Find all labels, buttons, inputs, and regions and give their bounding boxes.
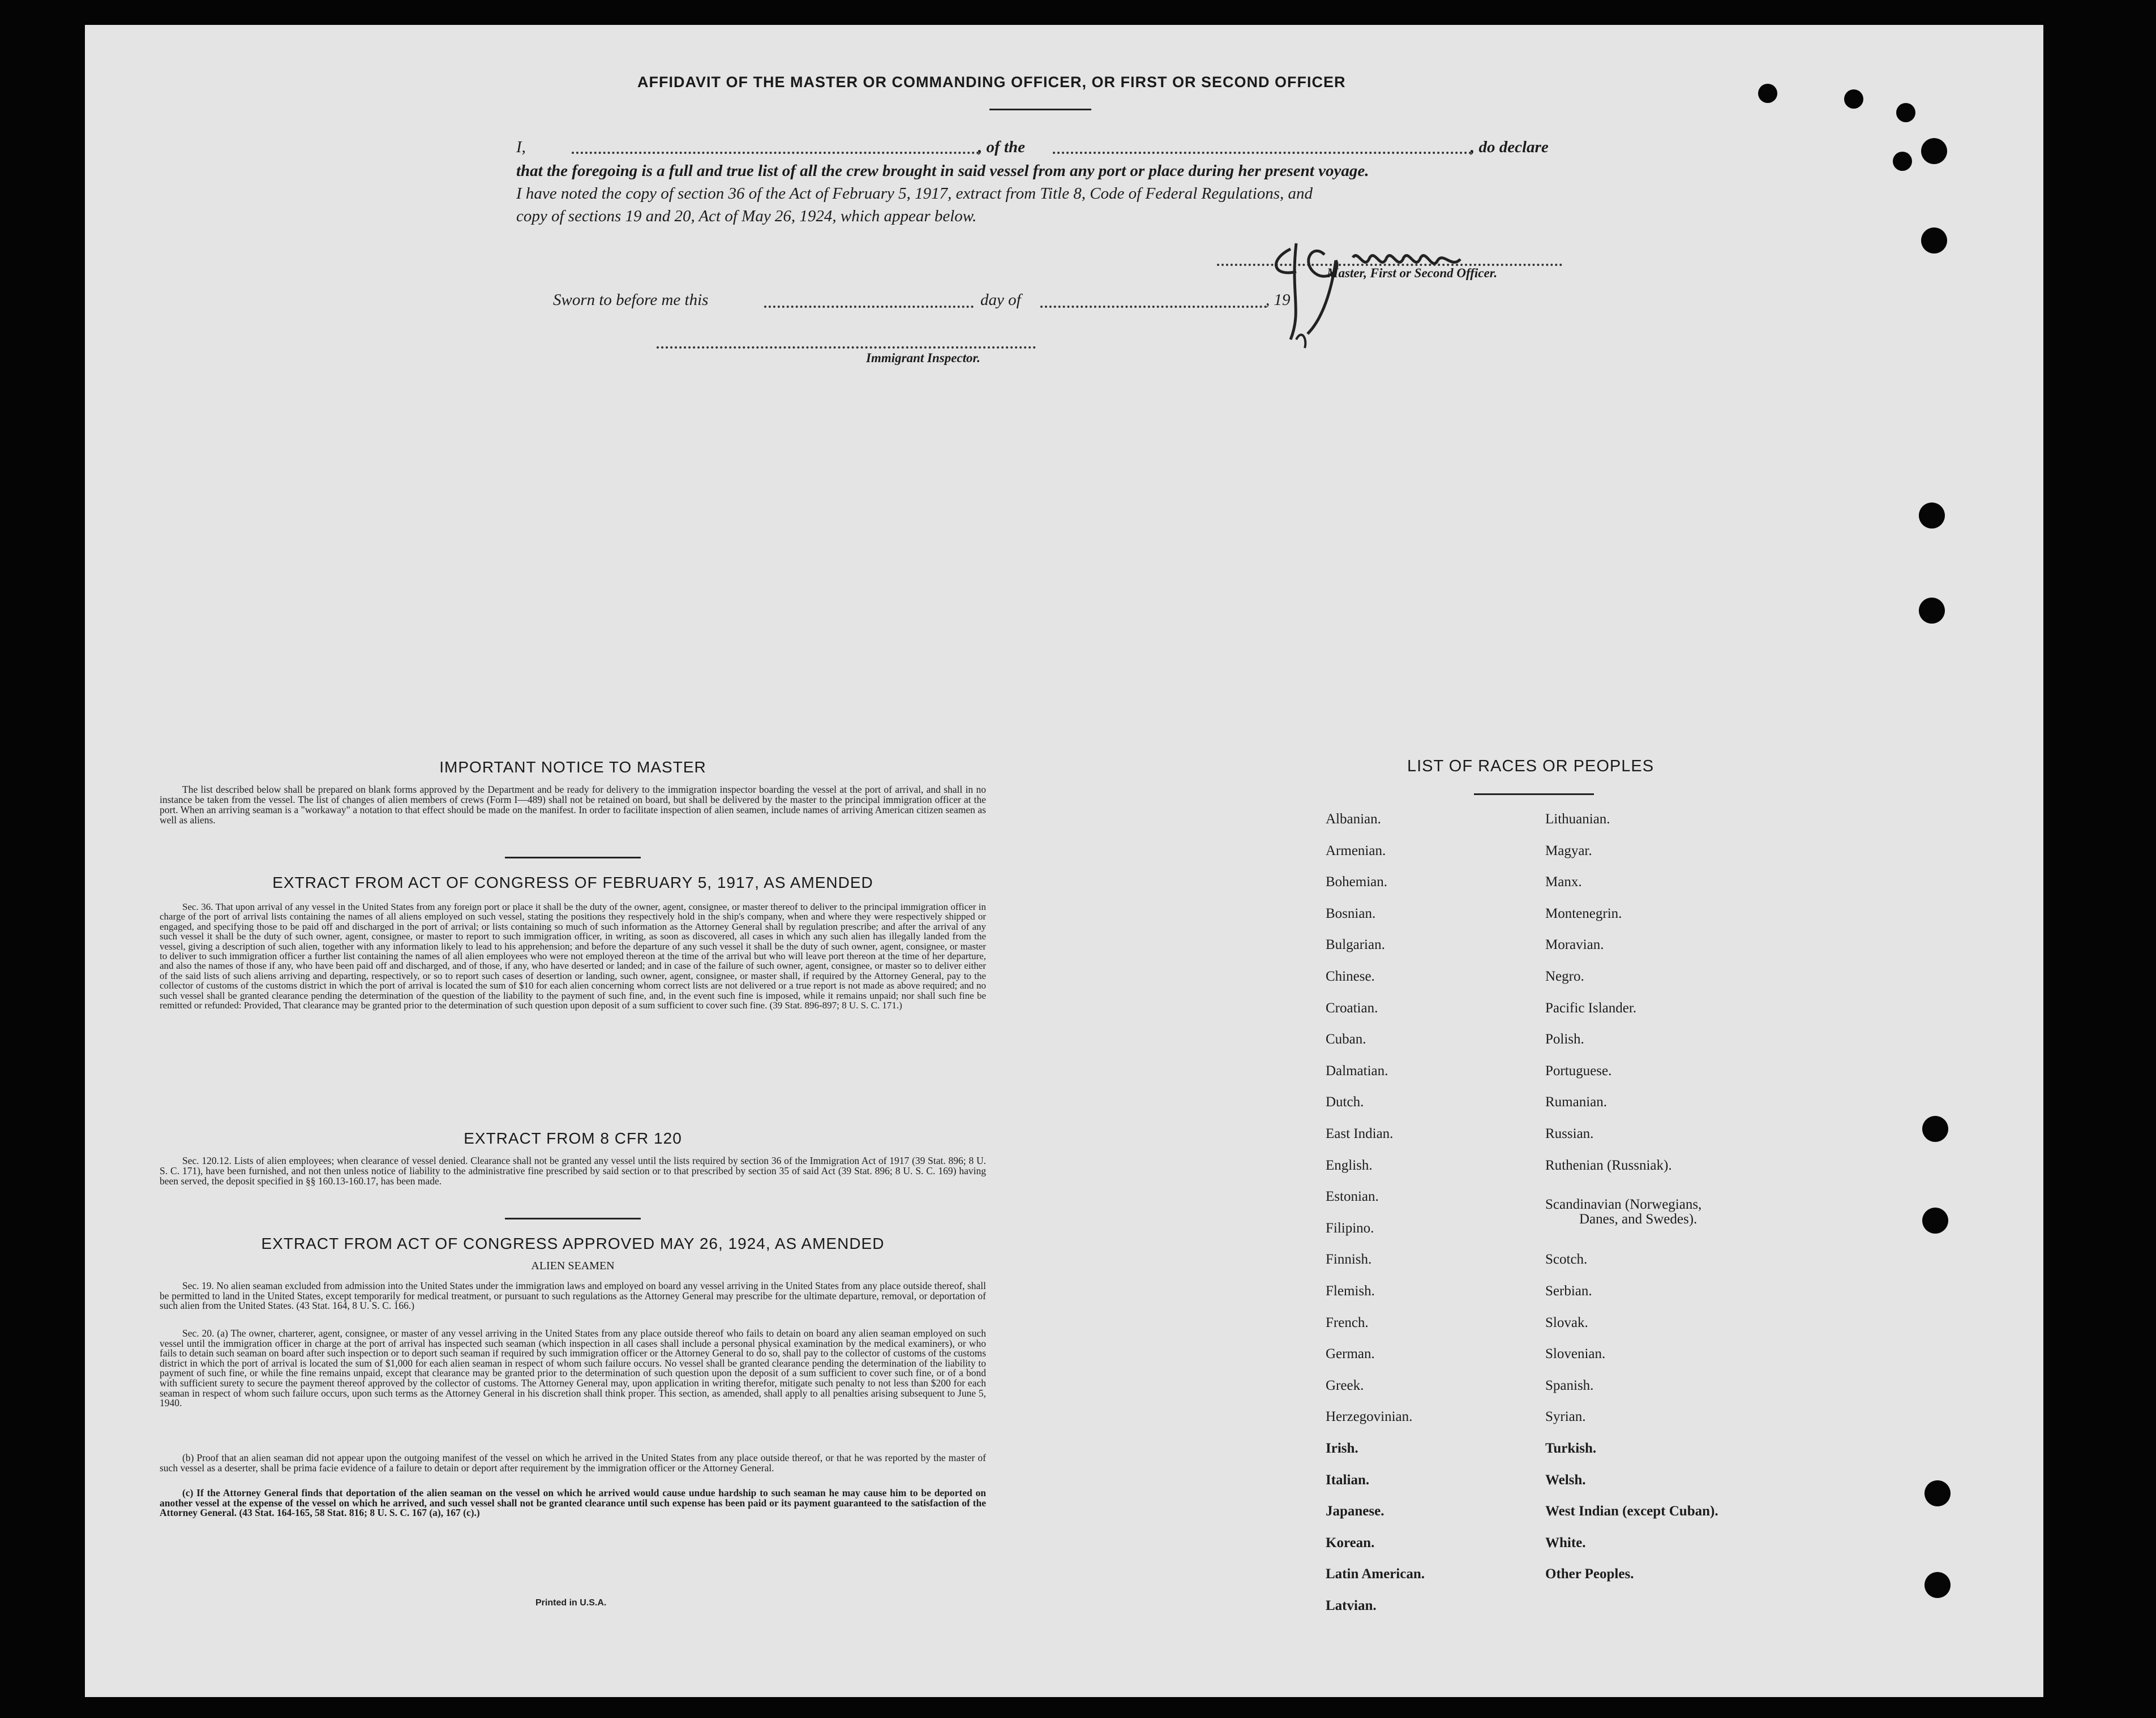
- punch-hole: [1893, 152, 1912, 171]
- race-item: Slovak.: [1545, 1315, 1588, 1330]
- race-item: Armenian.: [1326, 843, 1386, 858]
- race-item: Albanian.: [1326, 811, 1381, 827]
- race-item: Scotch.: [1545, 1252, 1588, 1268]
- name-blank: [572, 152, 979, 154]
- race-item: Latin American.: [1326, 1566, 1425, 1582]
- sworn-day-blank: [764, 306, 974, 308]
- race-item: Portuguese.: [1545, 1063, 1612, 1079]
- race-item: Rumanian.: [1545, 1094, 1608, 1110]
- punch-hole: [1844, 89, 1863, 109]
- extract1917-title: EXTRACT FROM ACT OF CONGRESS OF FEBRUARY 5, 1917, AS AMENDED: [272, 874, 873, 891]
- affidavit-line2: that the foregoing is a full and true list of all the crew brought in said vessel from any port or place during her present voyage.: [516, 162, 1369, 180]
- affidavit-of-the: , of the: [978, 138, 1025, 156]
- race-item: Bohemian.: [1326, 874, 1388, 890]
- race-item: Croatian.: [1326, 1000, 1378, 1016]
- cfr-divider: [505, 1218, 641, 1219]
- race-item: Ruthenian (Russniak).: [1545, 1157, 1672, 1173]
- sworn-day-of: day of: [980, 291, 1021, 309]
- punch-hole: [1922, 1116, 1948, 1142]
- extract1924-sec19: Sec. 19. No alien seaman excluded from admission into the United States under the immigration laws and employed on board any vessel arriving in the United States from any place outside thereof, shall be permitted to land in the United States, except temporarily for medical treatment, or pursuant to such regulations as the Attorney General may prescribe for the ultimate departure, removal, or deportation of such alien from the United States. (43 Stat. 164, 8 U. S. C. 166.): [160, 1280, 986, 1312]
- extract1924-sec20a: Sec. 20. (a) The owner, charterer, agent, consignee, or master of any vessel arriving in the United States from any place outside thereof who fails to detain on board any alien seaman employed on such vessel until the immigration officer in charge at the port of arrival has inspected such seaman (which inspection in all cases shall include a personal physical examination by the medical examiners), or who fails to detain such seaman on board after such inspection or to deport such seaman if required by such immigration officer or the Attorney General to do so, shall pay to the collector of customs of the customs district in which the port of arrival is located the sum of $1,000 for each alien seaman in respect of whom such failure occurs. No vessel shall be granted clearance pending the determination of the liability to payment of such fine, or while the fine remains unpaid, except that clearance may be granted prior to the determination of such question upon the deposit of a sum sufficient to cover such fine, or of a bond with sufficient surety to secure the payment thereof approved by the collector of customs. The Attorney General may, upon application in writing therefor, mitigate such penalty to not less than $200 for each seaman in respect of whom such failure occurs, upon such terms as the Attorney General in his discretion shall think proper. This section, as amended, shall apply to all penalties arising subsequent to June 5, 1940.: [160, 1328, 986, 1409]
- race-item: Irish.: [1326, 1441, 1358, 1456]
- race-item: Negro.: [1545, 969, 1584, 984]
- punch-hole: [1919, 502, 1945, 529]
- extractCFR-body: Sec. 120.12. Lists of alien employees; when clearance of vessel denied. Clearance shall not be granted any vessel until the lists required by section 36 of the Immigration Act of 1917 (39 Stat. 896; 8 U. S. C. 171), have been furnished, and not then unless notice of liability to the administrative fine prescribed by said section or to that prescribed by section 35 of said Act (39 Stat. 896; 8 U. S. C. 169) having been served, the deposit specified in §§ 160.13-160.17, has been made.: [160, 1155, 986, 1187]
- extractCFR-title: EXTRACT FROM 8 CFR 120: [464, 1129, 682, 1147]
- race-item: Bulgarian.: [1326, 937, 1385, 953]
- extract1917-body: Sec. 36. That upon arrival of any vessel in the United States from any foreign port or place it shall be the duty of the owner, agent, consignee, or master thereof to deliver to the principal immigration officer in charge of the port of arrival lists containing the names of all aliens employed on such vessel, stating the positions they respectively hold in the ship's company, when and where they were respectively shipped or engaged, and specifying those to be paid off and discharged in the port of arrival; or lists containing so much of such information as the Attorney General shall by regulation prescribe; and after the arrival of any such vessel it shall be the duty of such owner, agent, consignee, or master to report to such immigration officer, in writing, as soon as discovered, all cases in which any such alien has illegally landed from the vessel, giving a description of such alien, together with any information likely to lead to his apprehension; and before the departure of any such vessel it shall be the duty of such owner, agent, consignee, or master to deliver to such immigration officer a further list containing the names of all alien employees who were not employed thereon at the time of the arrival but who will leave port thereon at the time of her departure, and also the names of those if any, who have been paid off and discharged, and of those, if any, who have deserted or landed; and in case of the failure of such owner, agent, consignee, or master so to deliver either of the said lists of such aliens arriving and departing, respectively, or so to report such cases of desertion or landing, such owner, agent, consignee, or master shall, if required by the Attorney General, pay to the collector of customs of the customs district in which the port of arrival is located the sum of $10 for each alien concerning whom correct lists are not delivered or a true report is not made as above required; and no such vessel shall be granted clearance pending the determination of the question of the liability to the payment of such fine, and, in the event such fine is imposed, while it remains unpaid; nor shall such fine be remitted or refunded: Provided, That clearance may be granted prior to the determination of such question upon deposit of a sum sufficient to cover such fine. (39 Stat. 896-897; 8 U. S. C. 171.): [160, 901, 986, 1011]
- race-item: Lithuanian.: [1545, 811, 1610, 827]
- punch-hole: [1758, 84, 1777, 103]
- race-item: Moravian.: [1545, 937, 1604, 953]
- extract1924-title: EXTRACT FROM ACT OF CONGRESS APPROVED MAY 26, 1924, AS AMENDED: [261, 1235, 885, 1252]
- notice-body: The list described below shall be prepared on blank forms approved by the Department and be ready for delivery to the immigration inspector boarding the vessel at the port of arrival, and shall in no instance be taken from the vessel. The list of changes of alien members of crews (Form I—489) shall not be retained on board, but shall be delivered by the master to the principal immigration officer at the port. When an arriving seaman is a "workaway" a notation to that effect should be made on the manifest. In order to facilitate inspection of alien seamen, include names of arriving American citizen seamen as well as aliens.: [160, 784, 986, 826]
- race-item: German.: [1326, 1346, 1375, 1362]
- affidavit-declare: , do declare: [1471, 138, 1549, 156]
- races-title: LIST OF RACES OR PEOPLES: [1407, 757, 1654, 775]
- race-item: Other Peoples.: [1545, 1566, 1634, 1582]
- notice-title: IMPORTANT NOTICE TO MASTER: [439, 758, 706, 776]
- race-item: White.: [1545, 1535, 1586, 1551]
- sworn-year: , 19: [1266, 291, 1291, 309]
- inspector-label: Immigrant Inspector.: [866, 351, 980, 365]
- race-item: French.: [1326, 1315, 1369, 1330]
- affidavit-line3: I have noted the copy of section 36 of the Act of February 5, 1917, extract from Title 8, Code of Federal Regulations, and: [516, 184, 1313, 203]
- printed-in-usa: Printed in U.S.A.: [535, 1598, 607, 1608]
- race-item: Spanish.: [1545, 1377, 1594, 1393]
- extract1924-sec20c: (c) If the Attorney General finds that deportation of the alien seaman on the vessel on which he arrived would cause undue hardship to such seaman he may cause him to be deported on another vessel at the expense of the vessel on which he arrived, and such vessel shall not be granted clearance until such expense has been paid or its payment guaranteed to the satisfaction of the Attorney General. (43 Stat. 164-165, 58 Stat. 816; 8 U. S. C. 167 (a), 167 (c).): [160, 1487, 986, 1519]
- race-item: Cuban.: [1326, 1032, 1366, 1047]
- race-item: Chinese.: [1326, 969, 1375, 984]
- race-item: Herzegovinian.: [1326, 1409, 1413, 1425]
- race-item: Danes, and Swedes).: [1579, 1212, 1698, 1227]
- race-item: Syrian.: [1545, 1409, 1586, 1425]
- race-item: Korean.: [1326, 1535, 1375, 1551]
- punch-hole: [1922, 1208, 1948, 1234]
- race-item: Welsh.: [1545, 1472, 1586, 1488]
- race-item: Slovenian.: [1545, 1346, 1606, 1362]
- punch-hole: [1924, 1572, 1951, 1598]
- signature-label: Master, First or Second Officer.: [1327, 266, 1498, 280]
- affidavit-title: AFFIDAVIT OF THE MASTER OR COMMANDING OFFICER, OR FIRST OR SECOND OFFICER: [637, 74, 1346, 91]
- sworn-prefix: Sworn to before me this: [553, 291, 709, 309]
- race-item: Manx.: [1545, 874, 1582, 890]
- races-divider: [1474, 793, 1594, 795]
- race-item: Dalmatian.: [1326, 1063, 1388, 1079]
- handwritten-signature: [1257, 226, 1517, 351]
- race-item: Magyar.: [1545, 843, 1592, 858]
- punch-hole: [1921, 227, 1947, 254]
- race-item: West Indian (except Cuban).: [1545, 1504, 1718, 1519]
- inspector-line: [657, 346, 1036, 349]
- punch-hole: [1896, 103, 1915, 122]
- extract1924-sec20b: (b) Proof that an alien seaman did not appear upon the outgoing manifest of the vessel on which he arrived in the United States from any place outside thereof, or that he was reported by the master of such vessel as a deserter, shall be prima facie evidence of a failure to detain or deport after requirement by the immigration officer or the Attorney General.: [160, 1452, 986, 1474]
- form-sheet: [85, 25, 2043, 1697]
- affidavit-i: I,: [516, 138, 526, 156]
- vessel-blank: [1053, 152, 1472, 154]
- sworn-month-blank: [1040, 306, 1267, 308]
- title-underline: [989, 109, 1091, 110]
- punch-hole: [1921, 138, 1947, 164]
- race-item: Japanese.: [1326, 1504, 1385, 1519]
- race-item: Italian.: [1326, 1472, 1370, 1488]
- notice-divider: [505, 857, 641, 858]
- race-item: East Indian.: [1326, 1126, 1394, 1141]
- race-item: Polish.: [1545, 1032, 1584, 1047]
- race-item: Bosnian.: [1326, 905, 1376, 921]
- race-item: Finnish.: [1326, 1252, 1372, 1268]
- race-item: Turkish.: [1545, 1441, 1597, 1456]
- extract1924-subtitle: ALIEN SEAMEN: [531, 1260, 615, 1272]
- race-item: Latvian.: [1326, 1598, 1377, 1613]
- race-item: Serbian.: [1545, 1283, 1592, 1299]
- punch-hole: [1924, 1480, 1951, 1506]
- race-item: Montenegrin.: [1545, 905, 1622, 921]
- race-item: English.: [1326, 1157, 1373, 1173]
- race-item: Dutch.: [1326, 1094, 1364, 1110]
- race-item: Filipino.: [1326, 1220, 1374, 1236]
- race-item: Russian.: [1545, 1126, 1594, 1141]
- race-item: Greek.: [1326, 1377, 1364, 1393]
- punch-hole: [1919, 598, 1945, 624]
- race-item: Pacific Islander.: [1545, 1000, 1637, 1016]
- race-item: Estonian.: [1326, 1189, 1379, 1205]
- affidavit-line4: copy of sections 19 and 20, Act of May 26, 1924, which appear below.: [516, 207, 977, 225]
- race-item: Flemish.: [1326, 1283, 1375, 1299]
- race-item: Scandinavian (Norwegians,: [1545, 1197, 1702, 1213]
